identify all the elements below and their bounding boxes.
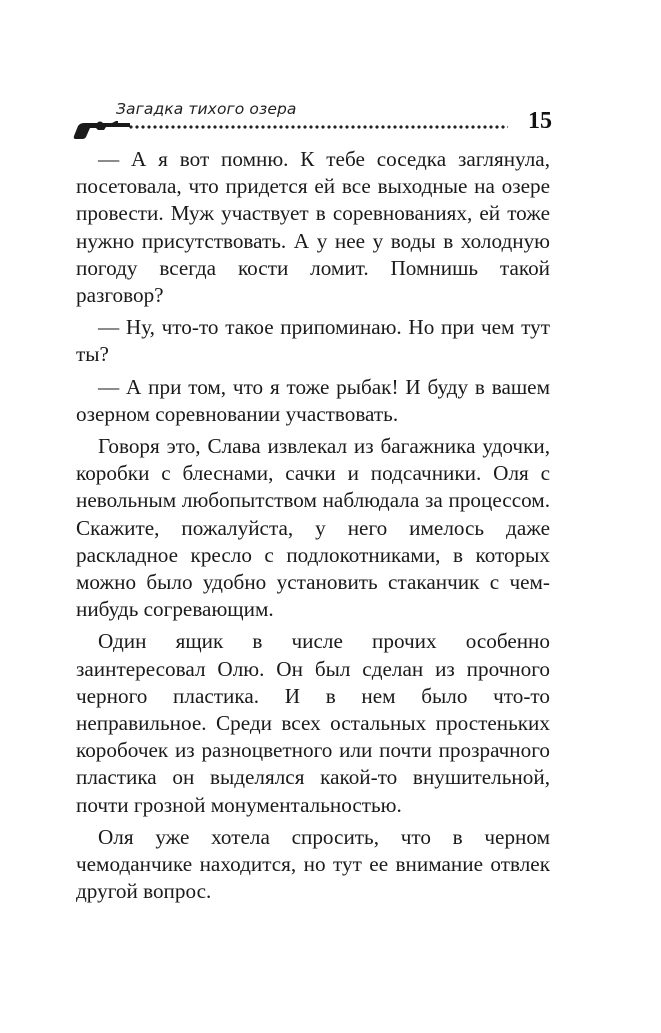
paragraph: Один ящик в числе прочих особенно заинтересовал Олю. Он был сделан из прочного черного пластика. И в нем было что-то неправильное. Среди всех остальных простеньких коробочек из разноцветного или почти прозрачного пластика он выделялся какой-то внушительной, почти грозной монументальностью. xyxy=(76,629,550,817)
revolver-icon xyxy=(72,116,132,140)
paragraph: — А я вот помню. К тебе соседка заглянула, посетовала, что придется ей все выходные на озере провести. Муж участвует в соревнованиях, ей тоже нужно присутствовать. А у нее у воды в холодную погоду всегда кости ломит. Помнишь такой разговор? xyxy=(76,147,550,308)
running-header xyxy=(72,98,562,142)
paragraph: Говоря это, Слава извлекал из багажника удочки, коробки с блеснами, сачки и подсачники. Оля с невольным любопытством наблюдала за процессом. Скажите, пожалуйста, у него имелось даже раскладное кресло с подлокотниками, в которых можно было удобно установить стаканчик с чем-нибудь согревающим. xyxy=(76,434,550,622)
body-text xyxy=(76,146,550,905)
running-title: Загадка тихого озера xyxy=(116,100,297,118)
paragraph: — А при том, что я тоже рыбак! И буду в вашем озерном соревновании участвовать. xyxy=(76,374,550,426)
paragraph: — Ну, что-то такое припоминаю. Но при чем тут ты? xyxy=(76,315,550,367)
page-number: 15 xyxy=(528,108,552,134)
dotted-rule xyxy=(128,125,508,129)
paragraph: Оля уже хотела спросить, что в черном чемоданчике находится, но тут ее внимание отвлек другой вопрос. xyxy=(76,824,550,904)
